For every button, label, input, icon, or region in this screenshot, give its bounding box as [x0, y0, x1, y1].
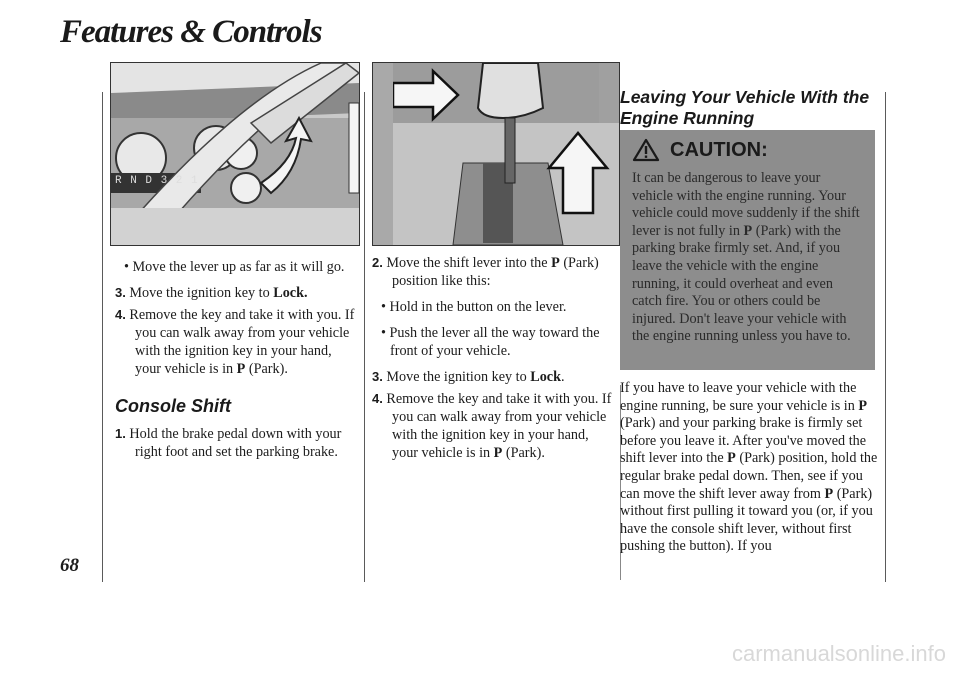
left-bullet-1: • Move the lever up as far as it will go.: [124, 259, 345, 275]
caution-title: CAUTION:: [670, 138, 768, 161]
column-shift-photo: [110, 62, 360, 246]
left-rule: [102, 92, 103, 582]
middle-bullet-1: • Hold in the button on the lever.: [381, 299, 567, 315]
leaving-vehicle-heading: Leaving Your Vehicle With the Engine Running: [620, 87, 870, 128]
page-number: 68: [60, 555, 79, 576]
middle-step-2: 2. Move the shift lever into the P (Park) position like this:: [372, 255, 599, 289]
left-column: [115, 258, 360, 465]
middle-step-3: 3. Move the ignition key to Lock.: [372, 369, 565, 385]
gear-readout: R N D 3 2 1: [115, 175, 199, 187]
warning-triangle-icon: [632, 138, 660, 162]
left-step-4: 4. Remove the key and take it with you. If you can walk away from your vehicle with the ignition key in your hand, your vehicle is in P (Park).: [115, 307, 355, 377]
right-rule-2: [885, 92, 886, 582]
caution-header: [632, 138, 863, 162]
middle-bullet-2: • Push the lever all the way toward the front of your vehicle.: [381, 325, 600, 359]
middle-column: [372, 254, 617, 466]
footer-brand: carmanualsonline.info: [731, 641, 946, 666]
center-rule: [364, 92, 365, 582]
caution-text: It can be dangerous to leave your vehicle with the engine running. Your vehicle could move suddenly if the shift lever is not fully in P (Park) with the parking brake firmly set. And, if you leave the vehicle with the engine running, it could overheat and even catch fire. You or others could be injured. Don't leave your vehicle with the engine running unless you have to.: [632, 170, 860, 345]
right-body-text: If you have to leave your vehicle with the engine running, be sure your vehicle is in P (Park) and your parking brake is firmly set before you leave it. After you've moved the shift lever into the P (Park) position, hold the regular brake pedal down. Then, see if you can move the shift lever away from P (Park) without first pulling it toward you (or, if you have the console shift lever, without first pushing the button). If you: [620, 380, 878, 555]
caution-box: [620, 130, 875, 370]
console-shift-heading: Console Shift: [115, 396, 231, 416]
left-step-1: 1. Hold the brake pedal down with your right foot and set the parking brake.: [115, 426, 342, 460]
page-title: Features & Controls: [60, 14, 322, 50]
left-step-3: 3. Move the ignition key to Lock.: [115, 285, 308, 301]
middle-step-4: 4. Remove the key and take it with you. If you can walk away from your vehicle with the ignition key in your hand, your vehicle is in P (Park).: [372, 391, 612, 461]
console-shift-photo: [372, 62, 620, 246]
